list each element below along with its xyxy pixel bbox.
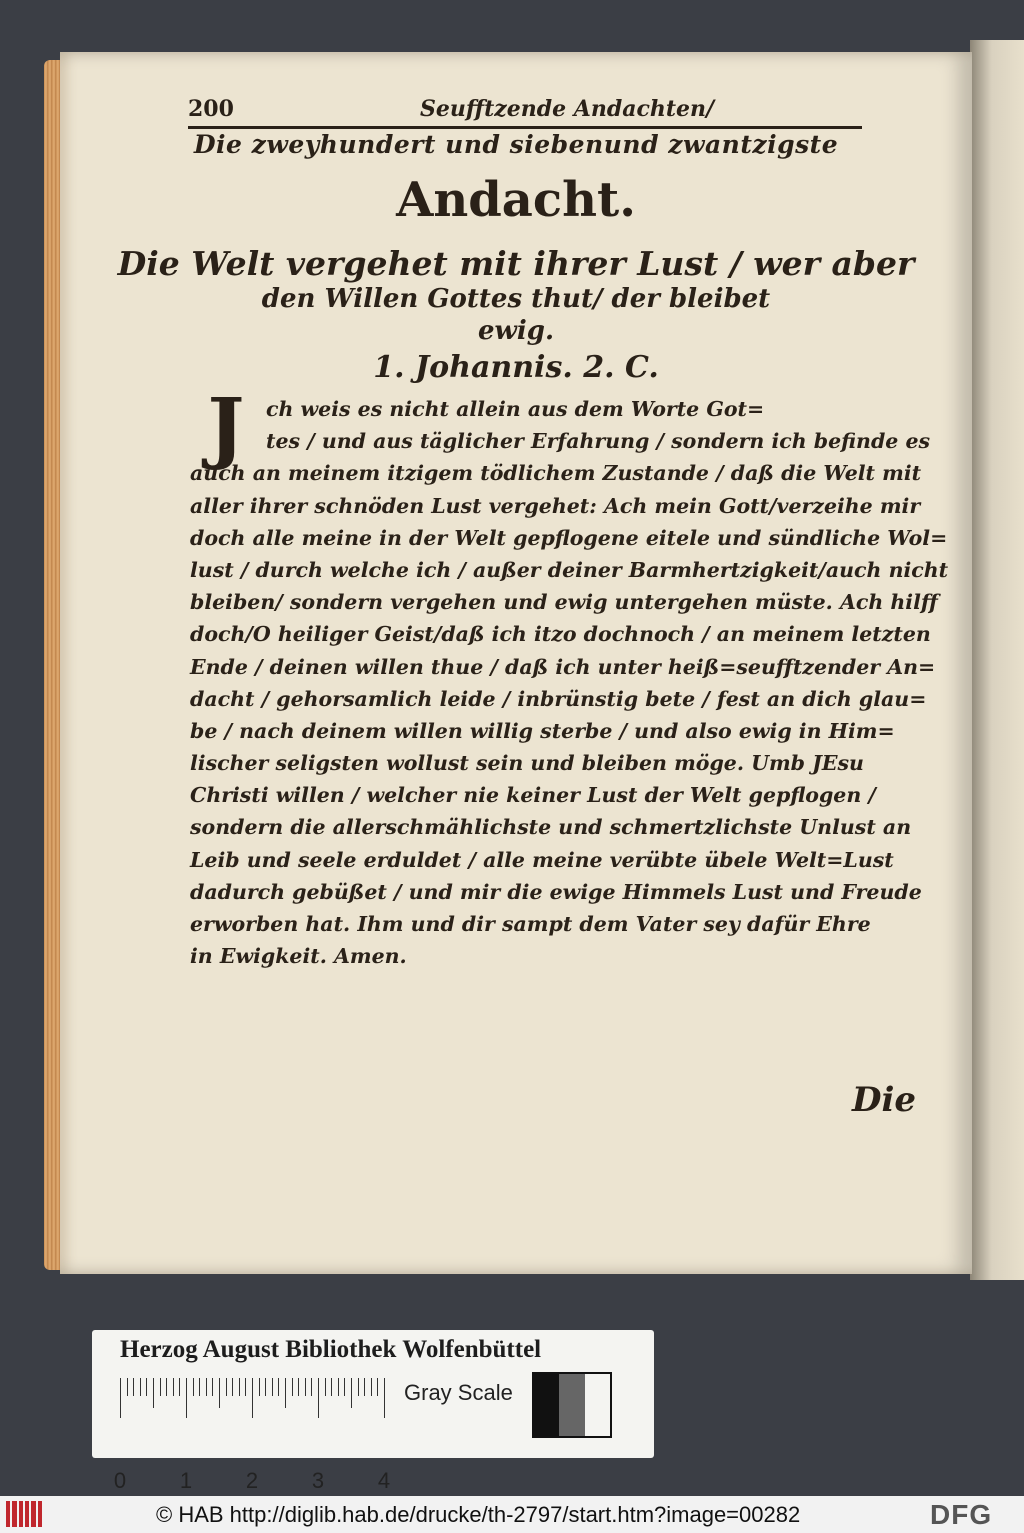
ruler-tick	[305, 1378, 306, 1396]
ruler-tick	[206, 1378, 207, 1396]
ruler-number: 1	[179, 1468, 193, 1493]
ruler-number: 4	[377, 1468, 391, 1493]
ruler-tick	[298, 1378, 299, 1396]
ruler-tick	[318, 1378, 319, 1418]
body-line: lust / durch welche ich / außer deiner Barmhertzigkeit/auch nicht	[190, 557, 949, 582]
body-line: Leib und seele erduldet / alle meine verübte übele Welt=Lust	[190, 847, 894, 872]
ruler-tick	[265, 1378, 266, 1396]
page-number: 200	[188, 96, 234, 122]
body-line: ch weis es nicht allein aus dem Worte Got=	[266, 397, 765, 421]
gray-scale-swatch	[532, 1372, 612, 1438]
body-line: Christi willen / welcher nie keiner Lust der Welt gepflogen /	[190, 783, 876, 808]
ruler-tick	[120, 1378, 121, 1418]
ruler-tick	[285, 1378, 286, 1408]
catchword: Die	[852, 1080, 917, 1120]
ruler-number: 2	[245, 1468, 259, 1493]
ruler-tick	[338, 1378, 339, 1396]
body-line: doch/O heiliger Geist/daß ich itzo dochnoch / an meinem letzten	[190, 622, 931, 647]
dfg-logo: DFG	[930, 1499, 993, 1530]
ruler-tick	[364, 1378, 365, 1396]
ruler-tick	[232, 1378, 233, 1396]
ruler-tick	[331, 1378, 332, 1396]
body-text	[190, 393, 949, 972]
ruler-tick	[133, 1378, 134, 1396]
body-line: lischer seligsten wollust sein und bleiben möge. Umb JEsu	[190, 751, 864, 776]
ruler-tick	[245, 1378, 246, 1396]
ruler-tick	[219, 1378, 220, 1408]
body-line: bleiben/ sondern vergehen und ewig untergehen müste. Ach hilff	[190, 590, 938, 615]
ruler-tick	[186, 1378, 187, 1418]
body-line: erworben hat. Ihm und dir sampt dem Vater sey dafür Ehre	[190, 912, 871, 936]
ruler-tick	[371, 1378, 372, 1396]
ruler-tick	[384, 1378, 385, 1418]
ruler-tick	[358, 1378, 359, 1396]
color-scale-card	[92, 1330, 654, 1493]
hab-logo-icon	[6, 1501, 42, 1527]
ruler-tick	[351, 1378, 352, 1408]
ruler-tick	[278, 1378, 279, 1396]
ruler-tick	[259, 1378, 260, 1396]
ruler-tick	[166, 1378, 167, 1396]
body-line: dacht / gehorsamlich leide / inbrünstig bete / fest an dich glau=	[190, 686, 927, 711]
gray-scale-label: Gray Scale	[404, 1380, 513, 1405]
ruler-tick	[127, 1378, 128, 1396]
motto-line-3: ewig.	[477, 316, 555, 346]
ruler-tick	[252, 1378, 253, 1418]
ruler-number: 0	[113, 1468, 127, 1493]
ruler	[113, 1378, 391, 1493]
ruler-tick	[212, 1378, 213, 1396]
ruler-tick	[344, 1378, 345, 1396]
footer-bar	[0, 1496, 1024, 1533]
page-header	[188, 86, 862, 129]
ruler-tick	[199, 1378, 200, 1396]
facing-page-edge	[970, 40, 1024, 1280]
body-line: be / nach deinem willen willig sterbe / und also ewig in Him=	[190, 718, 895, 743]
scripture-citation: 1. Johannis. 2. C.	[373, 350, 659, 385]
ruler-tick	[146, 1378, 147, 1396]
body-line: auch an meinem itzigem tödlichem Zustande / daß die Welt mit	[190, 461, 922, 486]
chapter-title: Andacht.	[396, 172, 636, 228]
body-line: doch alle meine in der Welt gepflogene eitele und sündliche Wol=	[190, 525, 948, 550]
ruler-tick	[272, 1378, 273, 1396]
ruler-tick	[292, 1378, 293, 1396]
ruler-tick	[325, 1378, 326, 1396]
ruler-tick	[311, 1378, 312, 1396]
chapter-subtitle: Die zweyhundert und siebenund zwantzigste	[193, 130, 839, 159]
ruler-tick	[226, 1378, 227, 1396]
ruler-tick	[377, 1378, 378, 1396]
body-line: in Ewigkeit. Amen.	[190, 944, 407, 969]
drop-cap: J	[207, 382, 245, 473]
body-line: tes / und aus täglicher Erfahrung / sondern ich befinde es	[266, 429, 931, 454]
running-head: Seufftzende Andachten/	[420, 96, 715, 122]
ruler-number: 3	[311, 1468, 325, 1493]
body-line: Ende / deinen willen thue / daß ich unter heiß=seufftzender An=	[190, 654, 936, 679]
footer-credit-link[interactable]: © HAB http://diglib.hab.de/drucke/th-2797/start.htm?image=00282	[156, 1502, 801, 1527]
body-line: aller ihrer schnöden Lust vergehet: Ach mein Gott/verzeihe mir	[190, 493, 921, 518]
ruler-tick	[239, 1378, 240, 1396]
ruler-tick	[179, 1378, 180, 1396]
body-line: sondern die allerschmählichste und schmertzlichste Unlust an	[190, 815, 912, 840]
library-name: Herzog August Bibliothek Wolfenbüttel	[120, 1336, 542, 1363]
body-line: dadurch gebüßet / und mir die ewige Himmels Lust und Freude	[190, 879, 922, 904]
motto-line-1: Die Welt vergehet mit ihrer Lust / wer aber	[117, 244, 915, 283]
ruler-tick	[173, 1378, 174, 1396]
motto-line-2: den Willen Gottes thut/ der bleibet	[261, 284, 771, 314]
ruler-tick	[160, 1378, 161, 1396]
ruler-tick	[153, 1378, 154, 1408]
ruler-tick	[193, 1378, 194, 1396]
ruler-tick	[140, 1378, 141, 1396]
